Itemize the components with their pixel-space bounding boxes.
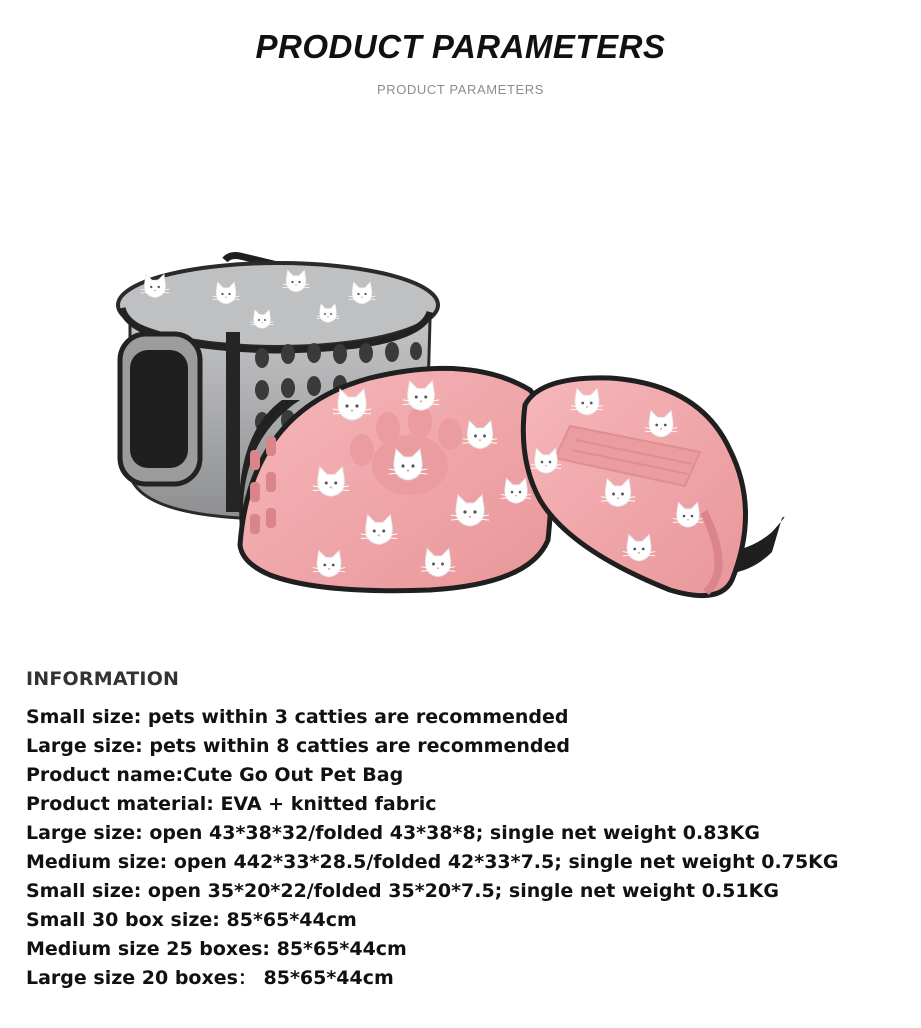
info-line: Medium size: open 442*33*28.5/folded 42*33*7.5; single net weight 0.75KG xyxy=(26,851,839,873)
info-line: Large size: pets within 8 catties are recommended xyxy=(26,735,570,757)
info-line: Medium size 25 boxes: 85*65*44cm xyxy=(26,938,407,960)
info-line: Product material: EVA + knitted fabric xyxy=(26,793,437,815)
information-list xyxy=(26,703,906,993)
page-subtitle: PRODUCT PARAMETERS xyxy=(376,82,545,97)
page-header xyxy=(0,28,921,97)
info-line: Large size 20 boxes： 85*65*44cm xyxy=(26,967,394,989)
info-line: Small 30 box size: 85*65*44cm xyxy=(26,909,357,931)
product-photo xyxy=(100,250,820,620)
page-title: PRODUCT PARAMETERS xyxy=(255,28,666,65)
information-heading: INFORMATION xyxy=(26,668,180,690)
information-section xyxy=(26,668,906,993)
pink-carrier-large xyxy=(239,368,551,590)
info-line: Small size: pets within 3 catties are recommended xyxy=(26,706,569,728)
info-line: Small size: open 35*20*22/folded 35*20*7.5; single net weight 0.51KG xyxy=(26,880,779,902)
pink-carrier-small xyxy=(523,378,784,596)
info-line: Large size: open 43*38*32/folded 43*38*8; single net weight 0.83KG xyxy=(26,822,760,844)
info-line: Product name:Cute Go Out Pet Bag xyxy=(26,764,404,786)
